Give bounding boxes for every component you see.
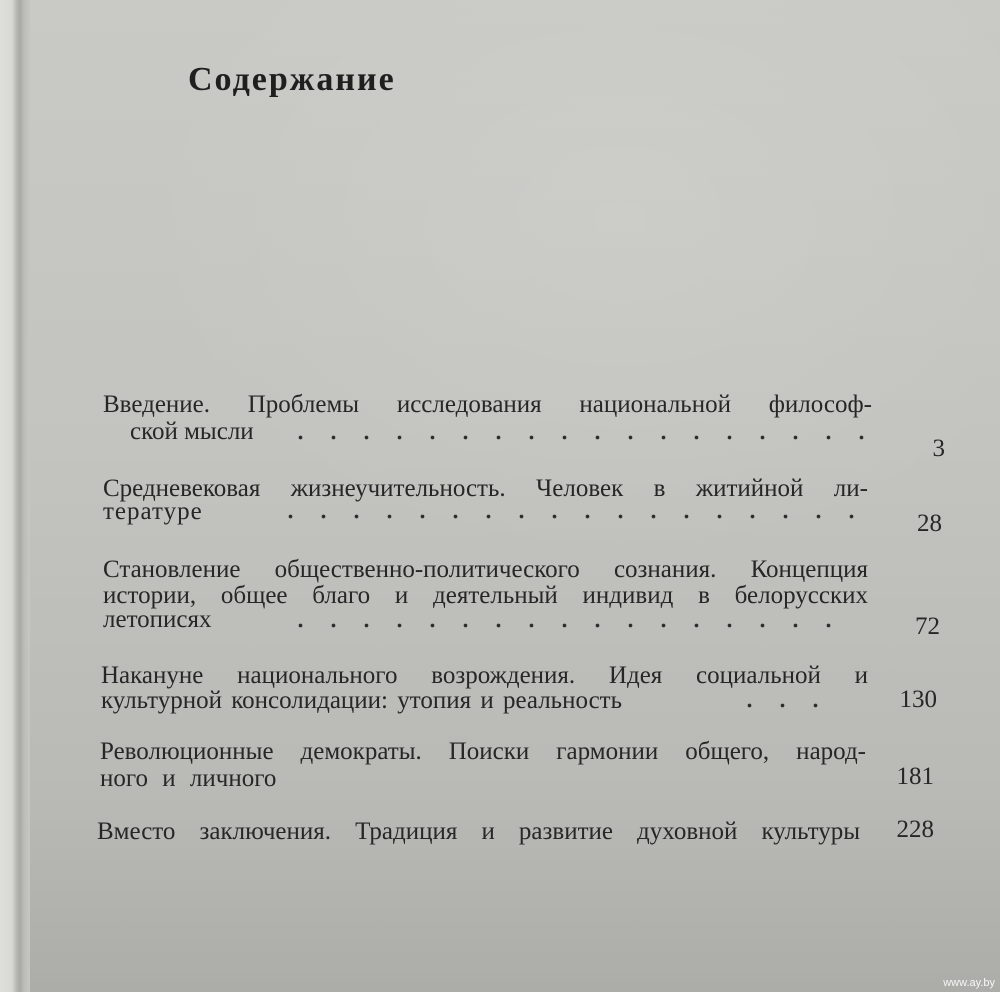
site-watermark: www.ay.by xyxy=(943,977,995,989)
toc-entry-line: летописях xyxy=(103,606,212,633)
toc-page-number: 130 xyxy=(899,686,937,713)
page-binding-edge xyxy=(0,0,30,992)
dot-leader xyxy=(284,435,864,440)
toc-page-number: 28 xyxy=(917,510,942,537)
toc-page-number: 228 xyxy=(896,816,934,843)
toc-entry-line: ской мысли xyxy=(130,418,254,445)
toc-entry-line: Средневековая жизнеучительность. Человек в житийной ли- xyxy=(103,475,868,502)
toc-entry-line: ного и личного xyxy=(100,765,277,792)
dot-leader xyxy=(733,703,833,708)
toc-page-number: 181 xyxy=(896,763,934,790)
toc-entry-line: Становление общественно-политического сознания. Концепция xyxy=(103,556,868,583)
page-title: Содержание xyxy=(188,61,396,98)
toc-entry-line: Введение. Проблемы исследования национальной философ- xyxy=(103,391,872,418)
toc-entry-line: тературе xyxy=(103,498,203,525)
toc-entry-line: Вместо заключения. Традиция и развитие духовной культуры xyxy=(97,818,860,845)
dot-leader xyxy=(274,514,869,519)
toc-entry-line: Накануне национального возрождения. Идея социальной и xyxy=(101,662,868,689)
toc-page-number: 3 xyxy=(932,435,945,462)
toc-page-number: 72 xyxy=(915,613,940,640)
toc-entry-line: истории, общее благо и деятельный индивид в белорусских xyxy=(103,582,868,609)
toc-entry-line: культурной консолидации: утопия и реальность xyxy=(101,687,622,714)
toc-entry-line: Революционные демократы. Поиски гармонии общего, народ- xyxy=(100,738,866,765)
dot-leader xyxy=(284,623,849,628)
